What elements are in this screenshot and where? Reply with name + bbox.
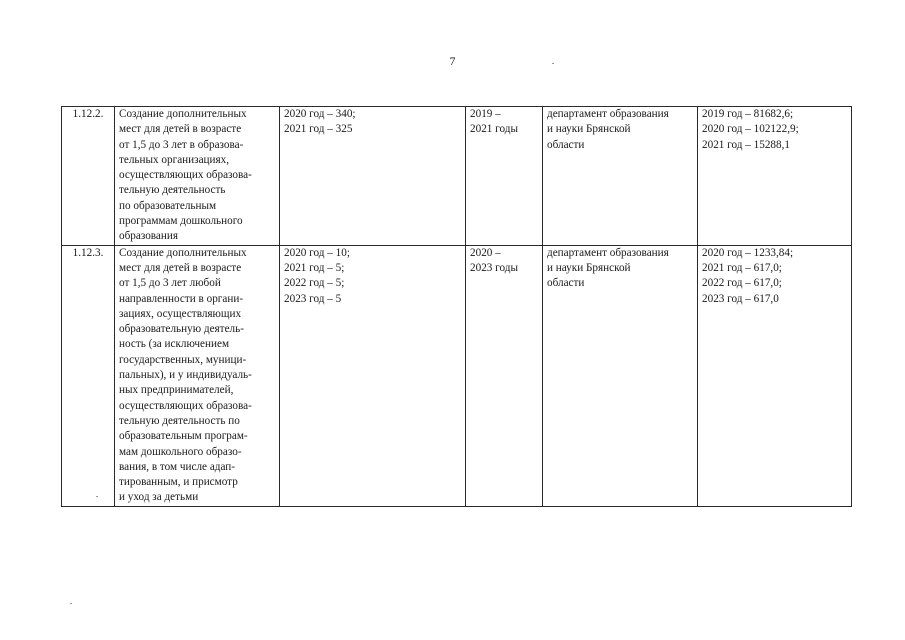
funding-cell	[698, 107, 852, 246]
table-row	[62, 245, 852, 506]
period-line: 2019 –	[470, 108, 501, 120]
activity-description-line: от 1,5 до 3 лет в образова-	[119, 138, 244, 151]
activity-description-line: от 1,5 до 3 лет любой	[119, 277, 221, 290]
activity-description-line: образования	[119, 230, 179, 243]
activity-description-line: направленности в органи-	[119, 292, 244, 305]
activity-description-line: образовательным програм-	[119, 430, 248, 443]
activity-description-line: тельную деятельность	[119, 184, 226, 197]
activity-description-line: пальных), и у индивидуаль-	[119, 369, 252, 382]
activity-description-line: мам дошкольного образо-	[119, 445, 242, 458]
executor-cell	[543, 107, 698, 246]
funding-line: 2021 год – 617,0;	[702, 261, 782, 274]
quantity-line: 2020 год – 10;	[284, 246, 350, 259]
item-number: 1.12.3.	[72, 246, 104, 259]
funding-line: 2022 год – 617,0;	[702, 277, 782, 290]
period-cell	[466, 245, 543, 506]
item-number: 1.12.2.	[72, 108, 104, 120]
period-line: 2023 годы	[470, 261, 518, 274]
activity-description-line: по образовательным	[119, 199, 217, 212]
quantity-cell	[280, 107, 466, 246]
quantity-line: 2022 год – 5;	[284, 277, 345, 290]
activity-description-line: Создание дополнительных	[119, 246, 247, 259]
activity-description-line: тельных организациях,	[119, 153, 230, 166]
funding-line: 2021 год – 15288,1	[702, 138, 790, 151]
quantity-cell	[280, 245, 466, 506]
table-row	[62, 107, 852, 246]
activity-description-line: Создание дополнительных	[119, 108, 247, 120]
funding-line: 2020 год – 1233,84;	[702, 246, 794, 259]
scan-speck	[552, 63, 554, 64]
quantity-line: 2021 год – 325	[284, 123, 353, 136]
table-body	[62, 107, 852, 507]
executor-line: департамент образования	[547, 108, 669, 120]
activity-description-cell	[115, 107, 280, 246]
item-number-cell	[62, 245, 115, 506]
period-line: 2021 годы	[470, 123, 518, 136]
activity-description-cell	[115, 245, 280, 506]
item-number-cell	[62, 107, 115, 246]
executor-line: области	[547, 138, 585, 151]
activity-description-line: ных предпринимателей,	[119, 384, 234, 397]
executor-line: департамент образования	[547, 246, 669, 259]
activity-description-line: ность (за исключением	[119, 338, 230, 351]
funding-line: 2019 год – 81682,6;	[702, 108, 794, 120]
activity-description-line: мест для детей в возрасте	[119, 261, 242, 274]
quantity-line: 2023 год – 5	[284, 292, 342, 305]
quantity-line: 2020 год – 340;	[284, 108, 356, 120]
scan-speck	[96, 496, 98, 497]
scan-speck	[70, 603, 72, 604]
activity-description-line: программам дошкольного	[119, 215, 243, 228]
activity-description-line: мест для детей в возрасте	[119, 123, 242, 136]
period-cell	[466, 107, 543, 246]
quantity-line: 2021 год – 5;	[284, 261, 345, 274]
funding-line: 2023 год – 617,0	[702, 292, 779, 305]
executor-line: и науки Брянской	[547, 123, 631, 136]
funding-cell	[698, 245, 852, 506]
executor-line: области	[547, 277, 585, 290]
activity-description-line: вания, в том числе адап-	[119, 460, 236, 473]
activity-description-line: государственных, муници-	[119, 353, 247, 366]
activity-description-line: образовательную деятель-	[119, 323, 244, 336]
funding-line: 2020 год – 102122,9;	[702, 123, 799, 136]
program-activities-table	[61, 106, 852, 507]
executor-cell	[543, 245, 698, 506]
period-line: 2020 –	[470, 246, 501, 259]
activity-description-line: зациях, осуществляющих	[119, 307, 242, 320]
activity-description-line: тельную деятельность по	[119, 414, 240, 427]
activity-description-line: и уход за детьми	[119, 491, 199, 504]
activity-description-line: тированным, и присмотр	[119, 476, 238, 489]
executor-line: и науки Брянской	[547, 261, 631, 274]
activity-description-line: осуществляющих образова-	[119, 399, 252, 412]
activity-description-line: осуществляющих образова-	[119, 169, 252, 182]
page-number: 7	[449, 54, 456, 68]
